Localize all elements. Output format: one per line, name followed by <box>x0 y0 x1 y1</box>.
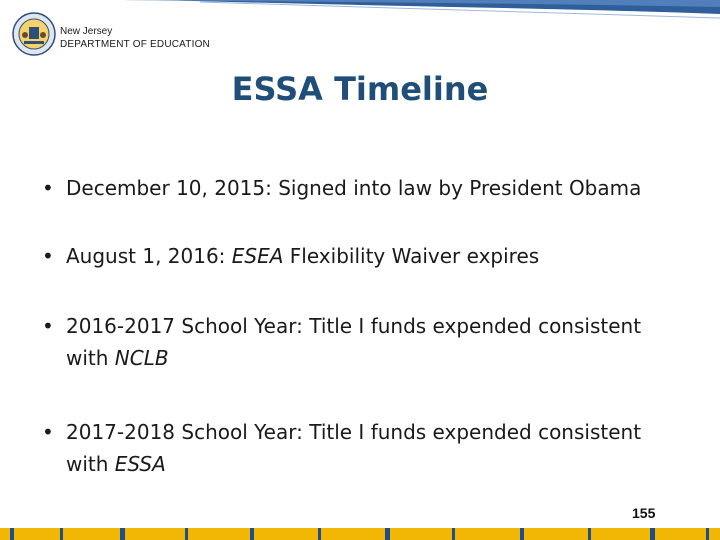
footer-band <box>0 528 720 540</box>
bullet-icon: • <box>42 314 54 338</box>
bullet-list <box>42 172 662 480</box>
bullet-text: August 1, 2016: <box>66 244 232 268</box>
bullet-text: December 10, 2015: Signed into law by President Obama <box>66 176 642 200</box>
nj-state-seal-icon <box>12 12 56 56</box>
org-state: New Jersey <box>60 26 113 37</box>
bullet-text-italic: ESEA <box>231 244 284 268</box>
org-department: DEPARTMENT OF EDUCATION <box>60 39 210 50</box>
slide-title: ESSA Timeline <box>231 70 489 108</box>
bullet-text: 2017-2018 School Year: Title I funds expended consistent with <box>66 420 642 476</box>
department-name <box>60 25 210 51</box>
bullet-icon: • <box>42 420 54 444</box>
bullet-item <box>42 310 662 374</box>
bullet-icon: • <box>42 244 54 268</box>
bullet-text-italic: NCLB <box>114 346 169 370</box>
bullet-item <box>42 240 662 272</box>
bullet-text-italic: ESSA <box>114 452 166 476</box>
bullet-item <box>42 172 662 204</box>
bullet-item <box>42 416 662 480</box>
bullet-icon: • <box>42 176 54 200</box>
page-number: 155 <box>632 505 656 521</box>
bullet-text: 2016-2017 School Year: Title I funds expended consistent with <box>66 314 642 370</box>
bullet-text: Flexibility Waiver expires <box>283 244 540 268</box>
